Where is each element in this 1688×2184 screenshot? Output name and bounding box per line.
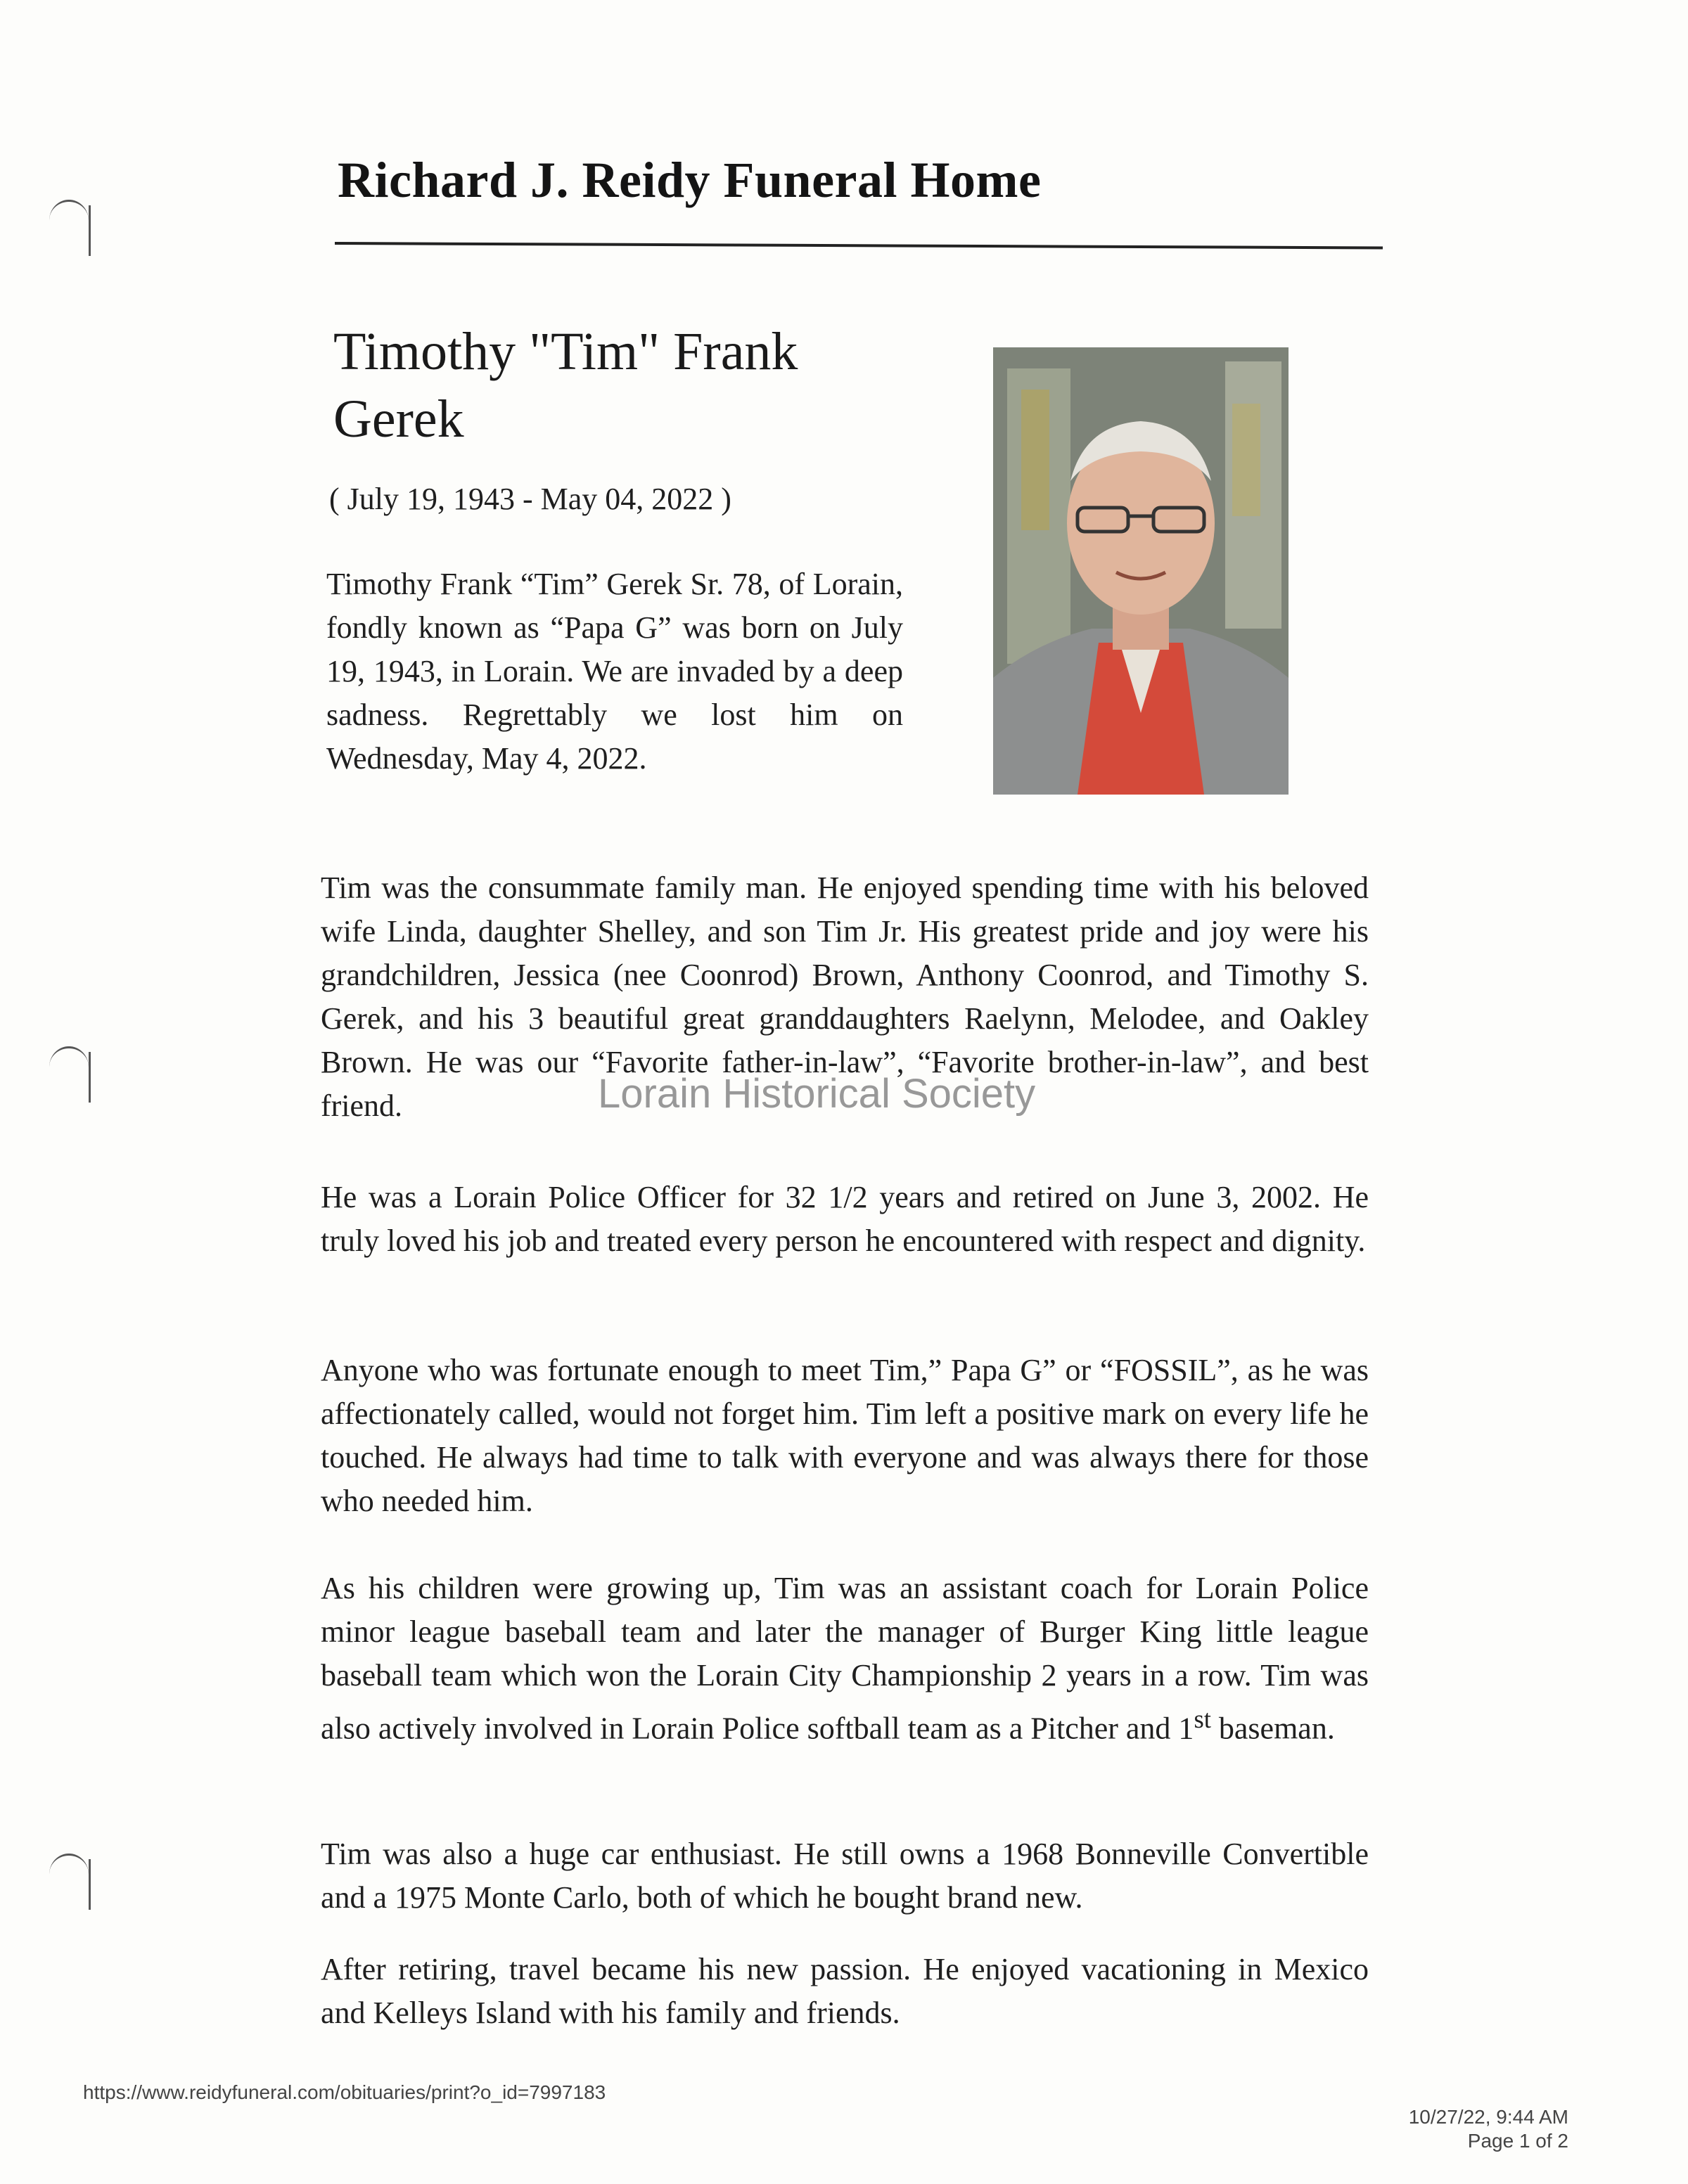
- name-line-1: Timothy "Tim" Frank: [333, 322, 798, 381]
- coaching-tail: baseman.: [1210, 1711, 1335, 1746]
- paragraph-cars: Tim was also a huge car enthusiast. He still owns a 1968 Bonneville Convertible and a 1975 Monte Carlo, both of which he bought brand new.: [321, 1837, 1369, 1915]
- coaching-text: As his children were growing up, Tim was an assistant coach for Lorain Police minor league baseball team and later the manager of Burger King little league baseball team which won the Lorain City Championship 2 years in a row. Tim was also actively involved in Lorain Police softball team as a Pitcher and 1: [321, 1571, 1369, 1746]
- page-number: Page 1 of 2: [1467, 2130, 1568, 2152]
- watermark-text: Lorain Historical Society: [598, 1071, 1036, 1117]
- print-timestamp: 10/27/22, 9:44 AM: [1408, 2106, 1568, 2128]
- binder-hole-mark: [49, 200, 91, 256]
- portrait-photo-illustration: [993, 347, 1289, 795]
- name-line-2: Gerek: [333, 390, 464, 449]
- obituary-name: [333, 318, 966, 453]
- portrait-photo: [993, 347, 1289, 795]
- paragraph-character: Anyone who was fortunate enough to meet Tim,” Papa G” or “FOSSIL”, as he was affectionately called, would not forget him. Tim left a positive mark on every life he touched. He always had time to talk with everyone and was always there for those who needed him.: [321, 1353, 1369, 1518]
- footer-meta: [1379, 2105, 1568, 2153]
- ordinal-superscript: st: [1194, 1704, 1211, 1733]
- header-divider: [335, 242, 1383, 250]
- paragraph-police-career: He was a Lorain Police Officer for 32 1/2 years and retired on June 3, 2002. He truly loved his job and treated every person he encountered with respect and dignity.: [321, 1180, 1369, 1258]
- funeral-home-title: Richard J. Reidy Funeral Home: [338, 152, 1042, 208]
- intro-paragraph: Timothy Frank “Tim” Gerek Sr. 78, of Lorain, fondly known as “Papa G” was born on July 19, 1943, in Lorain. We are invaded by a deep sadness. Regrettably we lost him on Wednesday, May 4, 2022.: [326, 567, 903, 776]
- paragraph-coaching: [321, 1567, 1369, 1751]
- paragraph-travel: After retiring, travel became his new passion. He enjoyed vacationing in Mexico and Kelleys Island with his family and friends.: [321, 1952, 1369, 2030]
- life-dates: ( July 19, 1943 - May 04, 2022 ): [329, 482, 731, 516]
- footer-url: https://www.reidyfuneral.com/obituaries/print?o_id=7997183: [83, 2081, 606, 2103]
- binder-hole-mark: [49, 1046, 91, 1103]
- paragraph-family: Tim was the consummate family man. He enjoyed spending time with his beloved wife Linda, daughter Shelley, and son Tim Jr. His greatest pride and joy were his grandchildren, Jessica (nee Coonrod) Brown, Anthony Coonrod, and Timothy S. Gerek, and his 3 beautiful great granddaughters Raelynn, Melodee, and Oakley Brown. He was our “Favorite father-in-law”, “Favorite brother-in-law”, and best friend.: [321, 871, 1369, 1123]
- binder-hole-mark: [49, 1854, 91, 1910]
